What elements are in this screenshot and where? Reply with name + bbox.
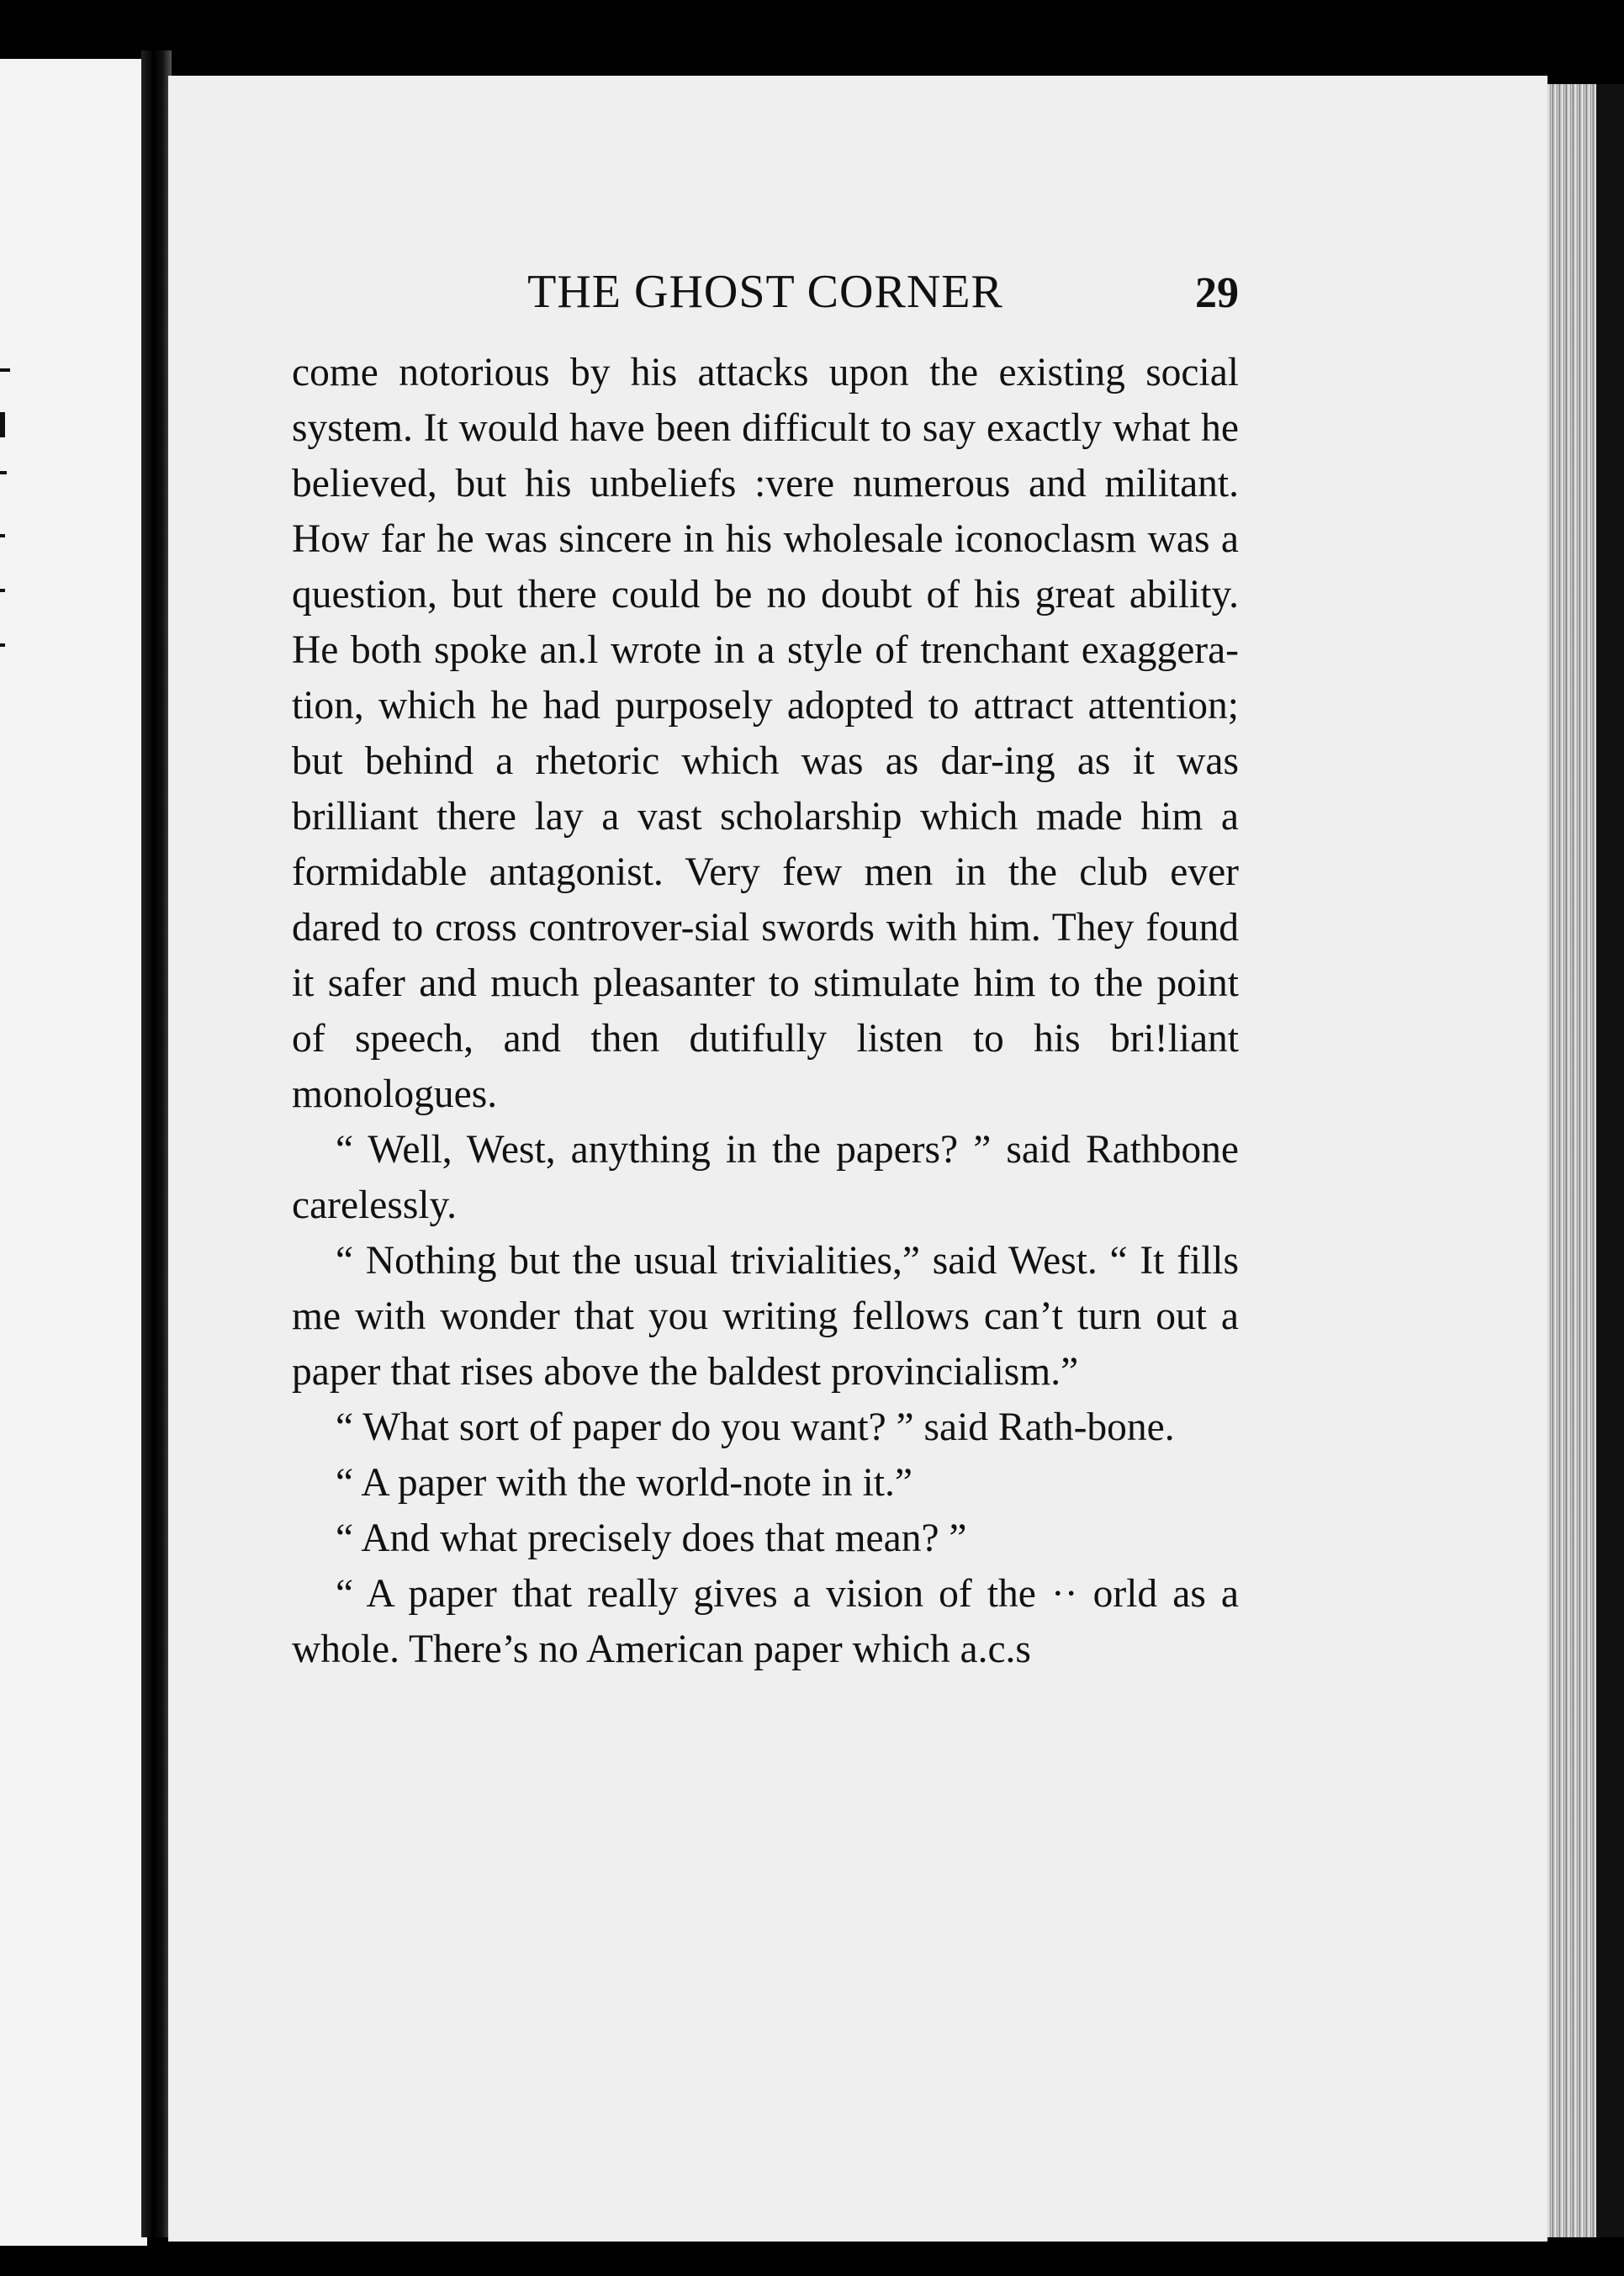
paragraph: “ And what precisely does that mean? ” bbox=[336, 1516, 967, 1560]
margin-mark bbox=[0, 534, 5, 537]
margin-mark bbox=[0, 589, 5, 592]
page-block-shadow bbox=[1596, 84, 1624, 2237]
margin-mark bbox=[0, 643, 5, 647]
book-gutter bbox=[141, 50, 172, 2237]
page-number: 29 bbox=[1195, 269, 1239, 317]
paragraph: “ A paper that really gives a vision of the ·· orld as a whole. There’s no American paper which a.c.s bbox=[292, 1572, 1239, 1671]
margin-mark bbox=[0, 368, 10, 372]
page-header bbox=[292, 257, 1239, 324]
paragraph: “ What sort of paper do you want? ” said Rath-bone. bbox=[336, 1405, 1175, 1449]
paragraph: come notorious by his attacks upon the existing social system. It would have been difficult to say exactly what he believed, but his unbeliefs :vere numerous and militant. How far he was sincere in his wholesale iconoclasm was a question, but there could be no doubt of his great ability. He both spoke an.l wrote in a style of trenchant exaggera-tion, which he had purposely adopted to attract attention; but behind a rhetoric which was as dar-ing as it was brilliant there lay a vast scholarship which made him a formidable antagonist. Very few men in the club ever dared to cross controver-sial swords with him. They found it safer and much pleasanter to stimulate him to the point of speech, and then dutifully listen to his bri!liant monologues. bbox=[292, 351, 1239, 1116]
margin-mark bbox=[0, 471, 7, 474]
facing-page-edge bbox=[0, 59, 147, 2246]
margin-mark bbox=[0, 412, 5, 437]
page-block-edges bbox=[1547, 84, 1596, 2237]
paragraph: “ Well, West, anything in the papers? ” said Rathbone carelessly. bbox=[292, 1128, 1239, 1227]
body-text bbox=[292, 345, 1239, 1677]
paragraph: “ A paper with the world-note in it.” bbox=[336, 1461, 913, 1505]
paragraph: “ Nothing but the usual trivialities,” said West. “ It fills me with wonder that you writing fellows can’t turn out a paper that rises above the baldest provincialism.” bbox=[292, 1239, 1239, 1394]
running-title: THE GHOST CORNER bbox=[527, 266, 1003, 318]
